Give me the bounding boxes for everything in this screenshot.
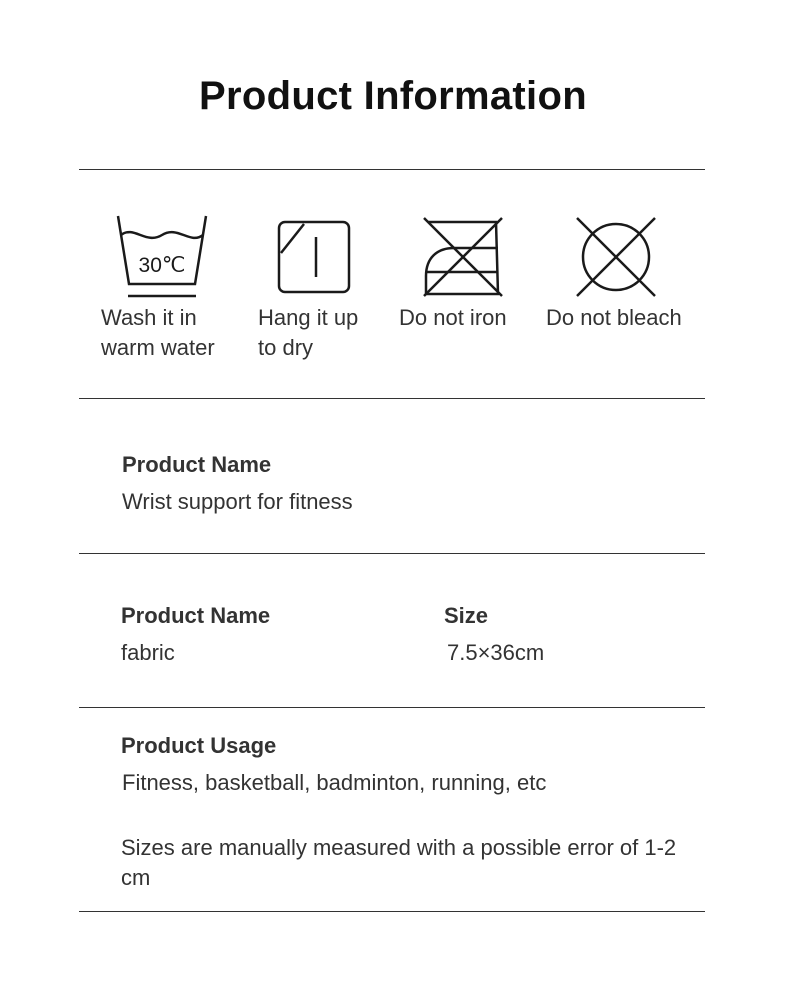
product-name-value: Wrist support for fitness (122, 489, 353, 514)
size-note: Sizes are manually measured with a possible error of 1-2 cm (121, 835, 677, 890)
do-not-bleach-icon (574, 214, 658, 300)
hang-dry-icon (276, 219, 352, 295)
size-label: Size (444, 603, 489, 628)
care-label-hang: Hang it up to dry (258, 305, 359, 360)
material-value: fabric (121, 640, 175, 665)
product-name-label: Product Name (122, 452, 272, 477)
divider-material (79, 707, 705, 708)
care-label-wash: Wash it in warm water (101, 305, 215, 360)
usage-value: Fitness, basketball, badminton, running, etc (122, 770, 547, 795)
divider-bottom (79, 911, 705, 912)
usage-label: Product Usage (121, 733, 277, 758)
divider-care (79, 398, 705, 399)
page-title: Product Information (199, 74, 587, 118)
care-label-bleach: Do not bleach (546, 305, 682, 330)
material-label: Product Name (121, 603, 271, 628)
divider-name (79, 553, 705, 554)
size-value: 7.5×36cm (447, 640, 545, 665)
wash-temperature-text: 30℃ (138, 254, 186, 277)
divider-top (79, 169, 705, 170)
wash-30c-icon (112, 212, 212, 300)
care-label-iron: Do not iron (399, 305, 507, 330)
do-not-iron-icon (420, 214, 506, 300)
